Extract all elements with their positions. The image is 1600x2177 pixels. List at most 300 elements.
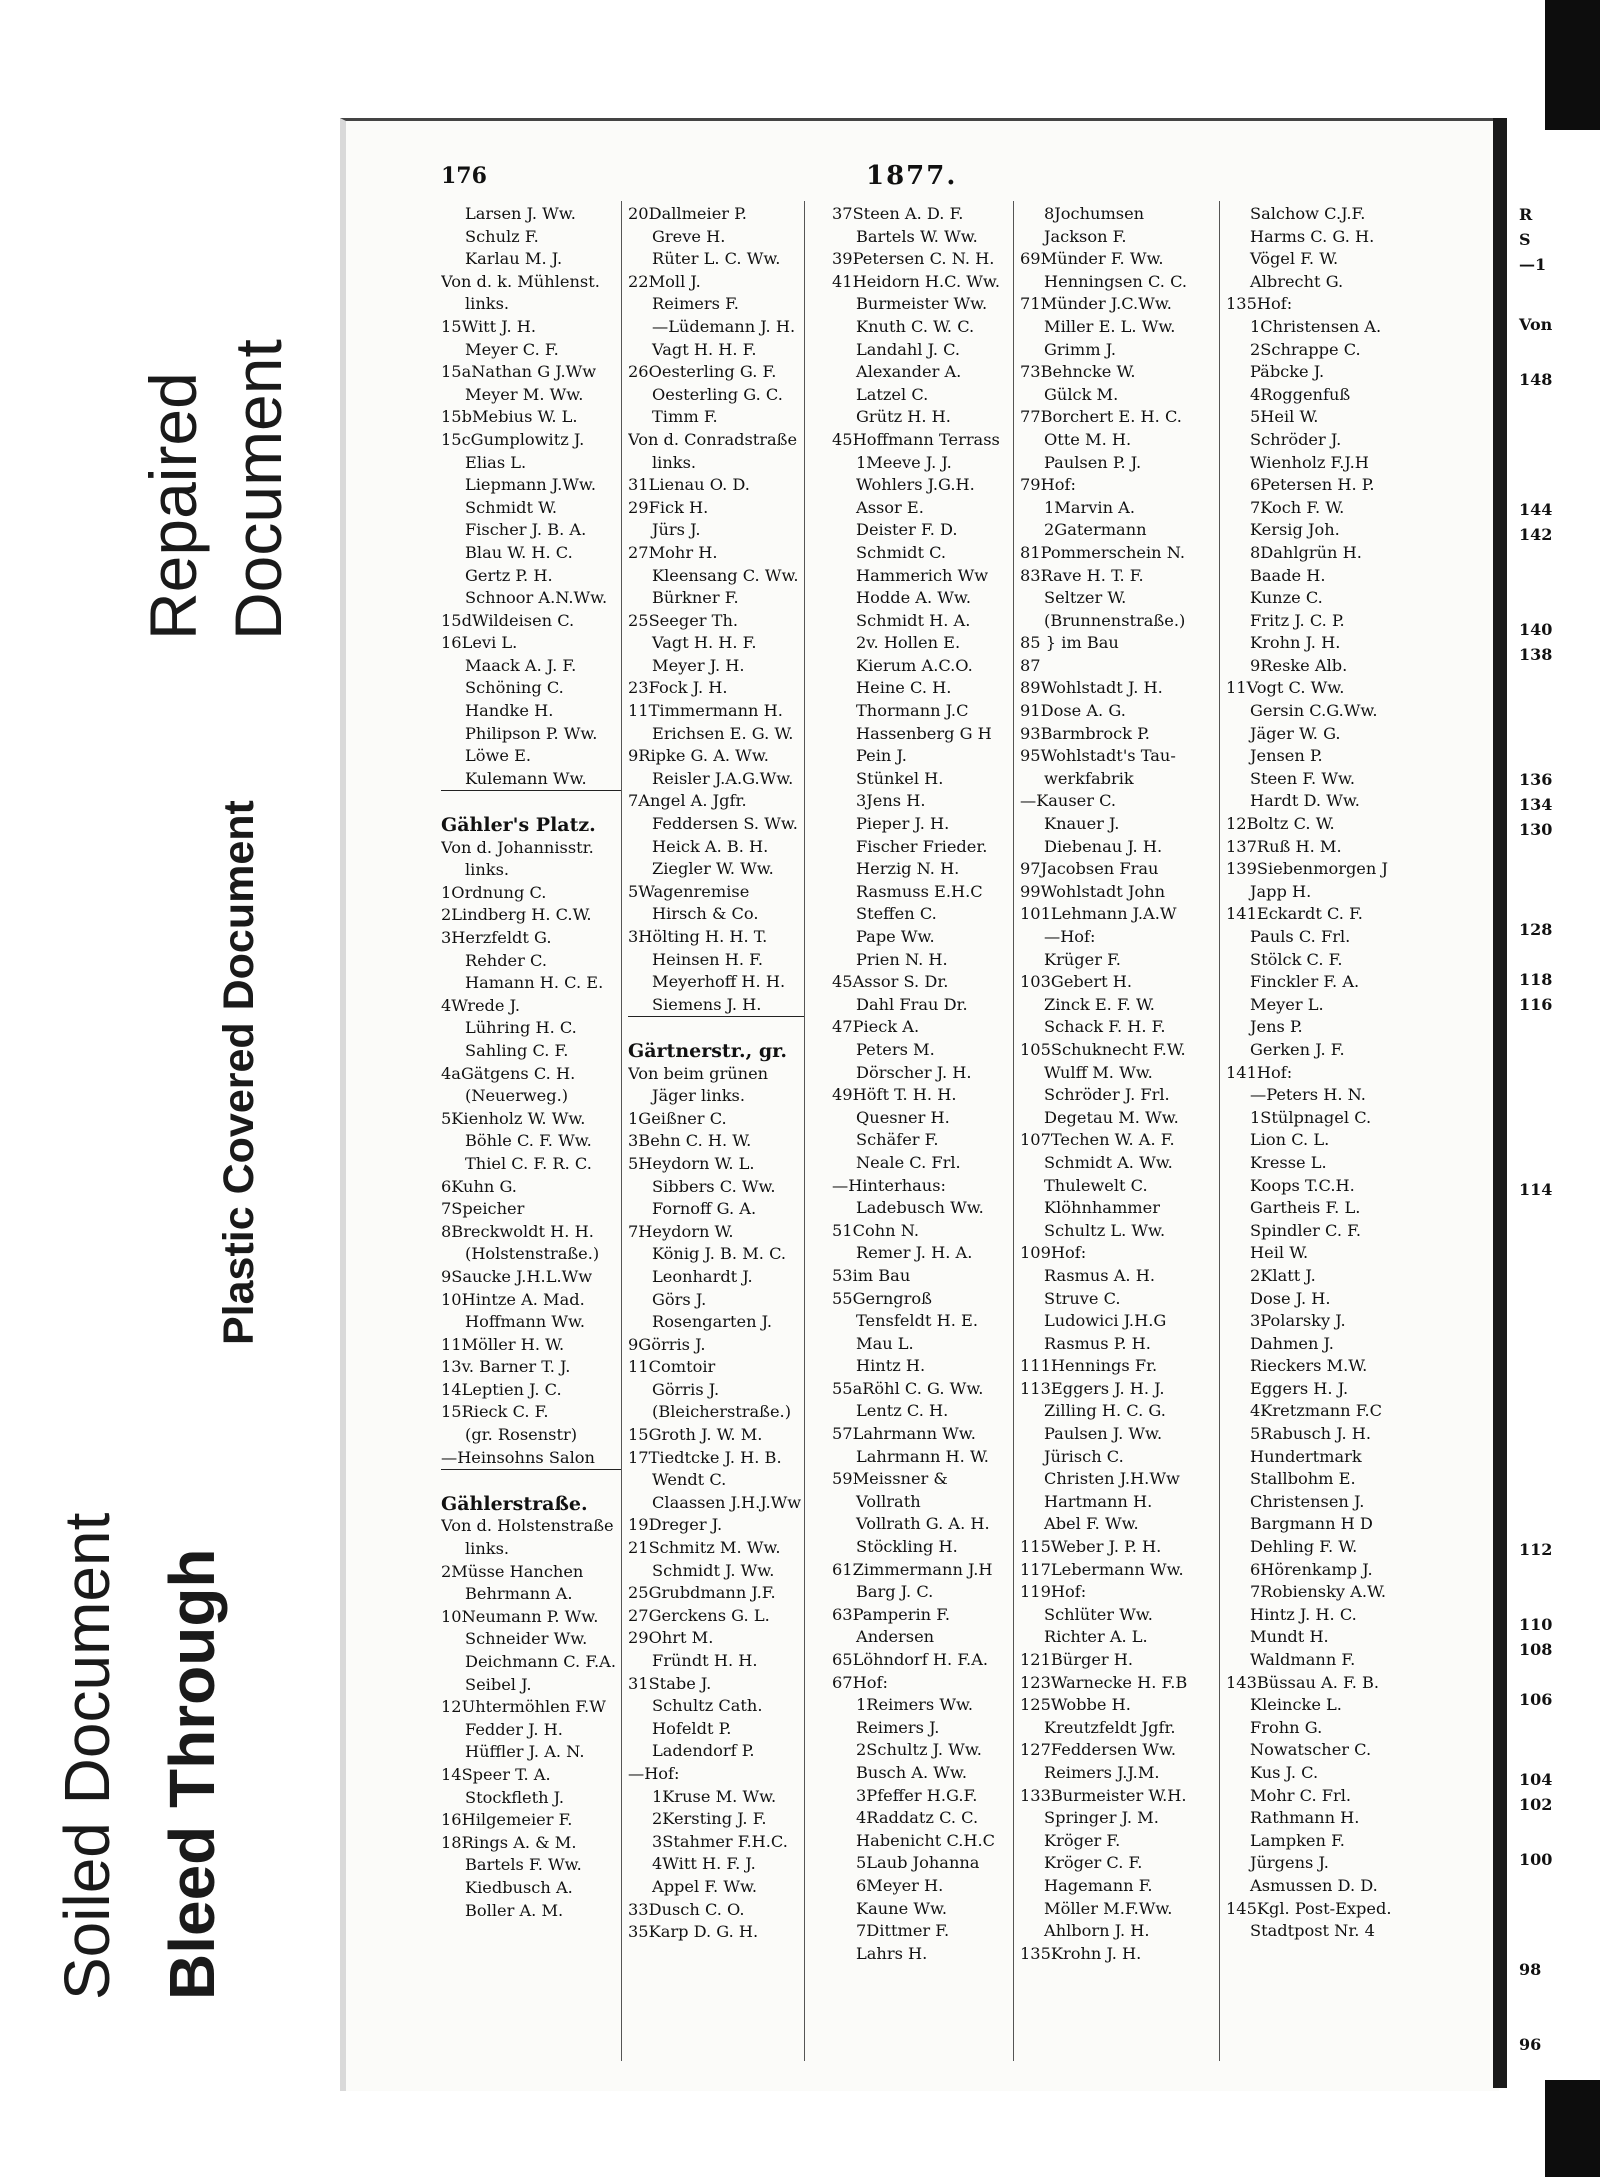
directory-entry: 99Wohlstadt John (1020, 881, 1166, 901)
directory-entry: Rieckers M.W. (1250, 1356, 1368, 1376)
directory-entry: Stadtpost Nr. 4 (1250, 1921, 1375, 1941)
directory-entry: Salchow C.J.F. (1250, 204, 1366, 223)
directory-entry: Pieper J. H. (856, 814, 950, 834)
directory-entry: 55Gerngroß (832, 1288, 932, 1308)
directory-entry: Alexander A. (856, 362, 962, 382)
directory-entry: Richter A. L. (1044, 1627, 1148, 1647)
directory-entry: 41Heidorn H.C. Ww. (832, 271, 1000, 291)
directory-entry: Timm F. (652, 407, 718, 427)
directory-entry: 3Pfeffer H.G.F. (856, 1785, 978, 1805)
street-heading: Gärtnerstr., gr. (628, 1039, 787, 1062)
directory-entry: 1Kruse M. Ww. (652, 1786, 777, 1806)
directory-entry: 1Meeve J. J. (856, 452, 952, 472)
directory-entry: Greve H. (652, 226, 726, 246)
directory-entry: Görris J. (652, 1379, 720, 1399)
directory-entry: 27Mohr H. (628, 542, 718, 562)
directory-entry: Hundertmark (1250, 1446, 1362, 1466)
directory-entry: Bartels F. Ww. (465, 1855, 582, 1875)
directory-entry: Dahmen J. (1250, 1333, 1334, 1353)
directory-entry: 103Gebert H. (1020, 972, 1133, 992)
directory-entry: 79Hof: (1020, 475, 1076, 495)
directory-entry: 15Groth J. W. M. (628, 1425, 763, 1445)
directory-entry: Schultz L. Ww. (1044, 1220, 1166, 1240)
directory-entry: Von d. Johannisstr. (441, 837, 594, 857)
directory-entry: 4Kretzmann F.C (1250, 1401, 1382, 1421)
directory-entry: 91Dose A. G. (1020, 701, 1126, 721)
directory-entry: 11Möller H. W. (441, 1334, 565, 1354)
directory-entry: Rosengarten J. (652, 1312, 773, 1332)
directory-entry: 16Levi L. (441, 633, 518, 653)
directory-entry: 5Rabusch J. H. (1250, 1424, 1372, 1444)
page-year: 1877. (866, 161, 958, 191)
directory-entry: 11Vogt C. Ww. (1226, 678, 1345, 698)
directory-entry: Appel F. Ww. (652, 1876, 758, 1896)
facing-page-text: Von (1519, 315, 1553, 334)
directory-entry: Gersin C.G.Ww. (1250, 701, 1378, 721)
directory-entry: 3Behn C. H. W. (628, 1131, 752, 1151)
directory-entry: 31Stabe J. (628, 1673, 712, 1693)
directory-entry: 81Pommerschein N. (1020, 542, 1185, 562)
repaired-label: Repaired (136, 372, 210, 640)
directory-entry: Mundt H. (1250, 1627, 1329, 1647)
directory-entry: Kresse L. (1250, 1152, 1327, 1172)
directory-entry: Sahling C. F. (465, 1040, 569, 1060)
directory-entry: Kleensang C. Ww. (652, 565, 799, 585)
directory-entry: Steffen C. (856, 904, 937, 924)
directory-entry: Karlau M. J. (465, 249, 563, 269)
directory-entry: Schmidt C. (856, 542, 947, 562)
directory-entry: Bürkner F. (652, 588, 739, 608)
directory-entry: Rasmus P. H. (1044, 1333, 1151, 1353)
directory-entry: Heine C. H. (856, 678, 952, 698)
directory-entry: Barg J. C. (856, 1582, 934, 1602)
directory-entry: Seltzer W. (1044, 588, 1127, 608)
directory-entry: Baade H. (1250, 565, 1326, 585)
directory-entry: 123Warnecke H. F.B (1020, 1672, 1188, 1692)
directory-entry: Tensfeldt H. E. (856, 1311, 978, 1331)
directory-entry: 55aRöhl C. G. Ww. (832, 1378, 984, 1398)
facing-page-text: 136 (1519, 770, 1553, 789)
directory-entry: Landahl J. C. (856, 339, 961, 359)
directory-entry: 1Ordnung C. (441, 882, 547, 902)
directory-entry: Reimers J.J.M. (1044, 1762, 1160, 1782)
directory-entry: Hintz H. (856, 1356, 926, 1376)
directory-entry: 35Karp D. G. H. (628, 1922, 759, 1942)
directory-entry: 25Seeger Th. (628, 610, 739, 630)
directory-entry: Hofeldt P. (652, 1718, 732, 1738)
directory-column-2 (628, 203, 804, 1944)
directory-entry: Springer J. M. (1044, 1808, 1159, 1828)
facing-page-text: 116 (1519, 995, 1553, 1014)
section-rule (628, 1016, 804, 1040)
directory-entry: 15aNathan G J.Ww (441, 362, 597, 382)
directory-entry: 8Jochumsen (1044, 204, 1145, 223)
directory-entry: Zilling H. C. G. (1044, 1401, 1166, 1421)
directory-entry: Kiedbusch A. (465, 1877, 573, 1897)
directory-entry: Von d. Conradstraße (628, 429, 798, 449)
directory-entry: Ludowici J.H.G (1044, 1311, 1167, 1331)
directory-entry: Grütz H. H. (856, 407, 951, 427)
bleed-through-label: Bleed Through (156, 1548, 228, 2000)
directory-entry: Schmidt A. Ww. (1044, 1152, 1173, 1172)
directory-entry: Schöning C. (465, 678, 564, 698)
facing-page-text: 100 (1519, 1850, 1553, 1869)
directory-entry: Vagt H. H. F. (652, 633, 757, 653)
directory-entry: 7Robiensky A.W. (1250, 1582, 1386, 1602)
facing-page-text: 114 (1519, 1180, 1553, 1199)
directory-entry: Gülck M. (1044, 384, 1119, 404)
directory-entry: 5Heydorn W. L. (628, 1153, 755, 1173)
directory-entry: Peters M. (856, 1039, 935, 1059)
directory-entry: Boller A. M. (465, 1900, 564, 1920)
directory-entry: 20Dallmeier P. (628, 204, 747, 223)
directory-entry: Hammerich Ww (856, 565, 989, 585)
directory-entry: Wienholz F.J.H (1250, 452, 1369, 472)
directory-entry: 29Ohrt M. (628, 1628, 714, 1648)
soiled-document-label: Soiled Document (51, 1512, 123, 2000)
directory-entry: Frohn G. (1250, 1717, 1323, 1737)
directory-entry: Hoffmann Ww. (465, 1312, 586, 1332)
directory-entry: 37Steen A. D. F. (832, 204, 964, 223)
street-heading: Gählerstraße. (441, 1492, 588, 1515)
directory-entry: Meyer C. F. (465, 339, 559, 359)
directory-entry: 135Hof: (1226, 294, 1293, 314)
directory-entry: Thulewelt C. (1044, 1175, 1148, 1195)
directory-entry: Rasmus A. H. (1044, 1265, 1155, 1285)
directory-entry: Behrmann A. (465, 1584, 573, 1604)
directory-entry: 2Müsse Hanchen (441, 1561, 584, 1581)
directory-entry: 33Dusch C. O. (628, 1899, 745, 1919)
directory-entry: 15cGumplowitz J. (441, 429, 585, 449)
directory-entry: Schnoor A.N.Ww. (465, 588, 608, 608)
directory-entry: (Brunnenstraße.) (1044, 610, 1186, 630)
directory-entry: Hagemann F. (1044, 1875, 1153, 1895)
directory-entry: Jürs J. (652, 520, 701, 540)
directory-entry: 15dWildeisen C. (441, 610, 575, 630)
directory-entry: Heinsen H. F. (652, 949, 764, 969)
directory-entry: Handke H. (465, 701, 554, 721)
directory-entry: Koops T.C.H. (1250, 1175, 1355, 1195)
directory-entry: Reisler J.A.G.Ww. (652, 768, 794, 788)
directory-entry: 5Kienholz W. Ww. (441, 1108, 586, 1128)
directory-entry: Diebenau J. H. (1044, 836, 1163, 856)
directory-entry: Schneider Ww. (465, 1629, 588, 1649)
directory-entry: 77Borchert E. H. C. (1020, 407, 1182, 427)
facing-page-text: R (1519, 205, 1533, 224)
directory-entry: Fründt H. H. (652, 1651, 758, 1670)
directory-entry: Waldmann F. (1250, 1650, 1356, 1669)
facing-page-text: —1 (1519, 255, 1547, 274)
directory-entry: 31Lienau O. D. (628, 475, 750, 495)
directory-entry: Sibbers C. Ww. (652, 1176, 776, 1196)
directory-entry: Spindler C. F. (1250, 1220, 1362, 1240)
directory-entry: Reimers J. (856, 1717, 940, 1737)
directory-entry: links. (465, 1539, 510, 1559)
directory-entry: Schmidt W. (465, 497, 558, 517)
directory-entry: 15Rieck C. F. (441, 1402, 549, 1422)
directory-entry: 57Lahrmann Ww. (832, 1424, 976, 1444)
directory-entry: 63Pamperin F. (832, 1604, 951, 1624)
directory-entry: 7Dittmer F. (856, 1921, 950, 1941)
directory-entry: Gartheis F. L. (1250, 1198, 1361, 1218)
directory-entry: 7Koch F. W. (1250, 497, 1345, 517)
directory-entry: 4Witt H. F. J. (652, 1854, 756, 1874)
directory-entry: 12Uhtermöhlen F.W (441, 1697, 606, 1717)
directory-entry: 3Polarsky J. (1250, 1311, 1346, 1331)
directory-entry: 121Bürger H. (1020, 1650, 1134, 1669)
directory-entry: —Lüdemann J. H. (652, 316, 796, 336)
directory-entry: 73Behncke W. (1020, 362, 1136, 382)
directory-entry: Henningsen C. C. (1044, 271, 1188, 291)
directory-entry: 53im Bau (832, 1265, 911, 1285)
directory-entry: Görs J. (652, 1289, 707, 1309)
facing-page-text: 128 (1519, 920, 1553, 939)
directory-entry: (Holstenstraße.) (465, 1244, 600, 1264)
directory-entry: 115Weber J. P. H. (1020, 1537, 1162, 1557)
directory-entry: 9Reske Alb. (1250, 655, 1348, 675)
directory-entry: 14Speer T. A. (441, 1764, 551, 1784)
directory-entry: Seibel J. (465, 1674, 532, 1694)
directory-entry: 25Grubdmann J.F. (628, 1583, 776, 1603)
directory-entry: Dörscher J. H. (856, 1062, 972, 1082)
directory-entry: 1Christensen A. (1250, 316, 1382, 336)
directory-entry: 47Pieck A. (832, 1017, 920, 1037)
directory-entry: Von d. Holstenstraße (441, 1516, 614, 1536)
facing-page-text: 104 (1519, 1770, 1553, 1789)
directory-entry: 21Schmitz M. Ww. (628, 1538, 781, 1558)
facing-page-text: 144 (1519, 500, 1553, 519)
directory-entry: Kröger C. F. (1044, 1853, 1143, 1873)
facing-page-text: 138 (1519, 645, 1553, 664)
directory-entry: Heick A. B. H. (652, 836, 769, 856)
facing-page-text: 142 (1519, 525, 1553, 544)
directory-entry: Thormann J.C (856, 701, 969, 721)
directory-entry: Latzel C. (856, 384, 929, 404)
directory-entry: 139Siebenmorgen J (1226, 859, 1388, 879)
directory-entry: 2v. Hollen E. (856, 633, 961, 653)
directory-entry: 69Münder F. Ww. (1020, 249, 1164, 269)
column-divider (1219, 201, 1220, 2061)
directory-entry: Paulsen J. Ww. (1044, 1424, 1163, 1444)
directory-entry: 4Raddatz C. C. (856, 1808, 979, 1828)
directory-column-5 (1226, 203, 1416, 1943)
directory-entry: 39Petersen C. N. H. (832, 249, 995, 269)
directory-entry: 135Krohn J. H. (1020, 1943, 1142, 1963)
directory-entry: Mau L. (856, 1333, 914, 1353)
directory-entry: 3Hölting H. H. T. (628, 927, 768, 946)
directory-entry: Prien N. H. (856, 949, 948, 969)
directory-entry: 133Burmeister W.H. (1020, 1785, 1187, 1805)
directory-entry: 59Meissner & (832, 1469, 948, 1489)
directory-entry: 45Hoffmann Terrass (832, 429, 1000, 449)
directory-entry: —Peters H. N. (1250, 1085, 1366, 1105)
directory-entry: Bartels W. Ww. (856, 226, 978, 246)
directory-entry: Hassenberg G H (856, 723, 992, 743)
facing-page-text: 96 (1519, 2035, 1542, 2054)
directory-entry: 71Münder J.C.Ww. (1020, 294, 1172, 314)
directory-entry: 1Geißner C. (628, 1108, 727, 1128)
directory-entry: 12Boltz C. W. (1226, 814, 1335, 834)
directory-entry: Meyer M. Ww. (465, 384, 584, 404)
directory-entry: 107Techen W. A. F. (1020, 1130, 1175, 1150)
directory-entry: Kulemann Ww. (465, 768, 587, 788)
directory-entry: (Neuerweg.) (465, 1086, 569, 1106)
directory-entry: Jackson F. (1044, 226, 1127, 246)
directory-entry: 97Jacobsen Frau (1020, 859, 1159, 879)
directory-entry: Knauer J. (1044, 814, 1120, 834)
directory-entry: Assor E. (856, 497, 924, 517)
directory-entry: Dehling F. W. (1250, 1537, 1358, 1557)
directory-entry: Lühring H. C. (465, 1018, 577, 1038)
directory-entry: Heil W. (1250, 1243, 1309, 1263)
directory-entry: Nowatscher C. (1250, 1740, 1372, 1760)
directory-entry: Herzig N. H. (856, 859, 960, 879)
directory-entry: Meyerhoff H. H. (652, 972, 786, 992)
directory-entry: Habenicht C.H.C (856, 1830, 996, 1850)
column-divider (621, 201, 622, 2061)
facing-page-text: 134 (1519, 795, 1553, 814)
directory-entry: Hartmann H. (1044, 1491, 1153, 1511)
directory-entry: Rüter L. C. Ww. (652, 249, 781, 269)
directory-entry: Hintz J. H. C. (1250, 1604, 1357, 1624)
directory-entry: 1Marvin A. (1044, 497, 1135, 517)
directory-entry: Hodde A. Ww. (856, 588, 972, 608)
directory-entry: Jens P. (1250, 1017, 1303, 1037)
directory-entry: 11Comtoir (628, 1357, 716, 1377)
directory-entry: 11Timmermann H. (628, 701, 783, 721)
directory-entry: Reimers F. (652, 294, 739, 314)
directory-entry: 16Hilgemeier F. (441, 1810, 573, 1830)
directory-entry: Päbcke J. (1250, 362, 1325, 382)
directory-entry: 89Wohlstadt J. H. (1020, 678, 1163, 698)
directory-entry: 3Herzfeldt G. (441, 928, 552, 947)
directory-entry: Harms C. G. H. (1250, 226, 1375, 246)
directory-entry: Schmidt J. Ww. (652, 1560, 775, 1580)
directory-entry: Kierum A.C.O. (856, 655, 973, 675)
directory-entry: Knuth C. W. C. (856, 316, 975, 336)
directory-entry: Jensen P. (1250, 746, 1323, 766)
directory-entry: 5Laub Johanna (856, 1853, 980, 1873)
directory-entry: Busch A. Ww. (856, 1762, 967, 1782)
directory-entry: Löwe E. (465, 746, 532, 766)
directory-entry: Zinck E. F. W. (1044, 994, 1155, 1014)
directory-entry: Schulz F. (465, 226, 539, 246)
directory-entry: werkfabrik (1044, 768, 1134, 788)
page-number: 176 (441, 163, 487, 189)
directory-entry: 9Görris J. (628, 1334, 706, 1354)
directory-entry: links. (652, 452, 697, 472)
directory-entry: 22Moll J. (628, 271, 701, 291)
directory-entry: Vollrath G. A. H. (856, 1514, 990, 1534)
directory-entry: Stünkel H. (856, 768, 944, 788)
directory-entry: Deichmann C. F.A. (465, 1652, 617, 1671)
directory-entry: Christen J.H.Ww (1044, 1469, 1180, 1489)
directory-entry: 6Meyer H. (856, 1875, 944, 1895)
directory-entry: (Bleicherstraße.) (652, 1402, 792, 1422)
directory-entry: Kröger F. (1044, 1830, 1121, 1850)
directory-entry: 143Büssau A. F. B. (1226, 1672, 1380, 1692)
directory-entry: Abel F. Ww. (1044, 1514, 1139, 1534)
directory-entry: Rasmuss E.H.C (856, 881, 983, 901)
directory-entry: 101Lehmann J.A.W (1020, 904, 1177, 924)
directory-entry: 10Neumann P. Ww. (441, 1606, 599, 1626)
directory-entry: Steen F. Ww. (1250, 768, 1356, 788)
directory-entry: Remer J. H. A. (856, 1243, 973, 1263)
directory-entry: 65Löhndorf H. F.A. (832, 1650, 989, 1669)
directory-entry: —Hinterhaus: (832, 1175, 946, 1195)
directory-entry: 13v. Barner T. J. (441, 1357, 571, 1377)
directory-entry: 5Wagenremise (628, 881, 750, 901)
directory-entry: Krüger F. (1044, 949, 1121, 969)
directory-entry: Stöckling H. (856, 1537, 958, 1557)
directory-entry: (gr. Rosenstr) (465, 1425, 578, 1445)
directory-page (340, 118, 1499, 2091)
facing-page-text: 148 (1519, 370, 1553, 389)
directory-entry: —Kauser C. (1020, 791, 1117, 811)
directory-entry: 1Stülpnagel C. (1250, 1107, 1372, 1127)
directory-entry: 119Hof: (1020, 1582, 1087, 1602)
directory-entry: 15bMebius W. L. (441, 407, 578, 427)
directory-entry: Möller M.F.Ww. (1044, 1898, 1173, 1918)
directory-entry: Paulsen P. J. (1044, 452, 1142, 472)
directory-entry: 113Eggers J. H. J. (1020, 1378, 1165, 1398)
directory-entry: 117Lebermann Ww. (1020, 1559, 1184, 1579)
directory-entry: 93Barmbrock P. (1020, 723, 1150, 743)
directory-entry: Lentz C. H. (856, 1401, 949, 1421)
directory-entry: 3Jens H. (856, 791, 926, 811)
facing-page-text: 102 (1519, 1795, 1553, 1814)
directory-entry: Elias L. (465, 452, 527, 472)
directory-entry: Dose J. H. (1250, 1288, 1331, 1308)
directory-entry: 49Höft T. H. H. (832, 1085, 957, 1105)
directory-column-3 (832, 203, 1013, 1965)
directory-entry: links. (465, 294, 510, 314)
directory-entry: Ladebusch Ww. (856, 1198, 984, 1218)
directory-entry: 2Schultz J. Ww. (856, 1740, 982, 1760)
facing-page-text: 108 (1519, 1640, 1553, 1659)
directory-entry: Kunze C. (1250, 588, 1323, 608)
directory-entry: 67Hof: (832, 1672, 888, 1692)
directory-entry: Finckler F. A. (1250, 972, 1360, 992)
directory-entry: Pape Ww. (856, 927, 935, 946)
directory-entry: 61Zimmermann J.H (832, 1559, 993, 1579)
directory-entry: Eggers H. J. (1250, 1378, 1349, 1398)
directory-entry: Larsen J. Ww. (465, 204, 576, 223)
directory-entry: Von beim grünen (628, 1063, 769, 1083)
directory-entry: Schmidt H. A. (856, 610, 971, 630)
directory-entry: Kus J. C. (1250, 1762, 1319, 1782)
directory-entry: 2Schrappe C. (1250, 339, 1361, 359)
section-rule (441, 790, 621, 814)
directory-entry: Fedder J. H. (465, 1719, 563, 1739)
directory-entry: Schultz Cath. (652, 1696, 763, 1716)
directory-entry: Meyer J. H. (652, 655, 745, 675)
directory-entry: Burmeister Ww. (856, 294, 988, 314)
directory-entry: Christensen J. (1250, 1491, 1365, 1511)
directory-entry: Deister F. D. (856, 520, 958, 540)
directory-entry: Siemens J. H. (652, 994, 762, 1014)
directory-entry: 125Wobbe H. (1020, 1695, 1131, 1715)
directory-entry: 137Ruß H. M. (1226, 836, 1342, 856)
section-rule (441, 1469, 621, 1493)
directory-entry: Claassen J.H.J.Ww (652, 1492, 802, 1512)
directory-entry: Andersen (856, 1627, 935, 1647)
directory-entry: Hamann H. C. E. (465, 973, 604, 993)
directory-entry: Hirsch & Co. (652, 904, 759, 924)
directory-entry: Rehder C. (465, 950, 547, 970)
directory-entry: Stallbohm E. (1250, 1469, 1356, 1489)
facing-page-text: 112 (1519, 1540, 1553, 1559)
